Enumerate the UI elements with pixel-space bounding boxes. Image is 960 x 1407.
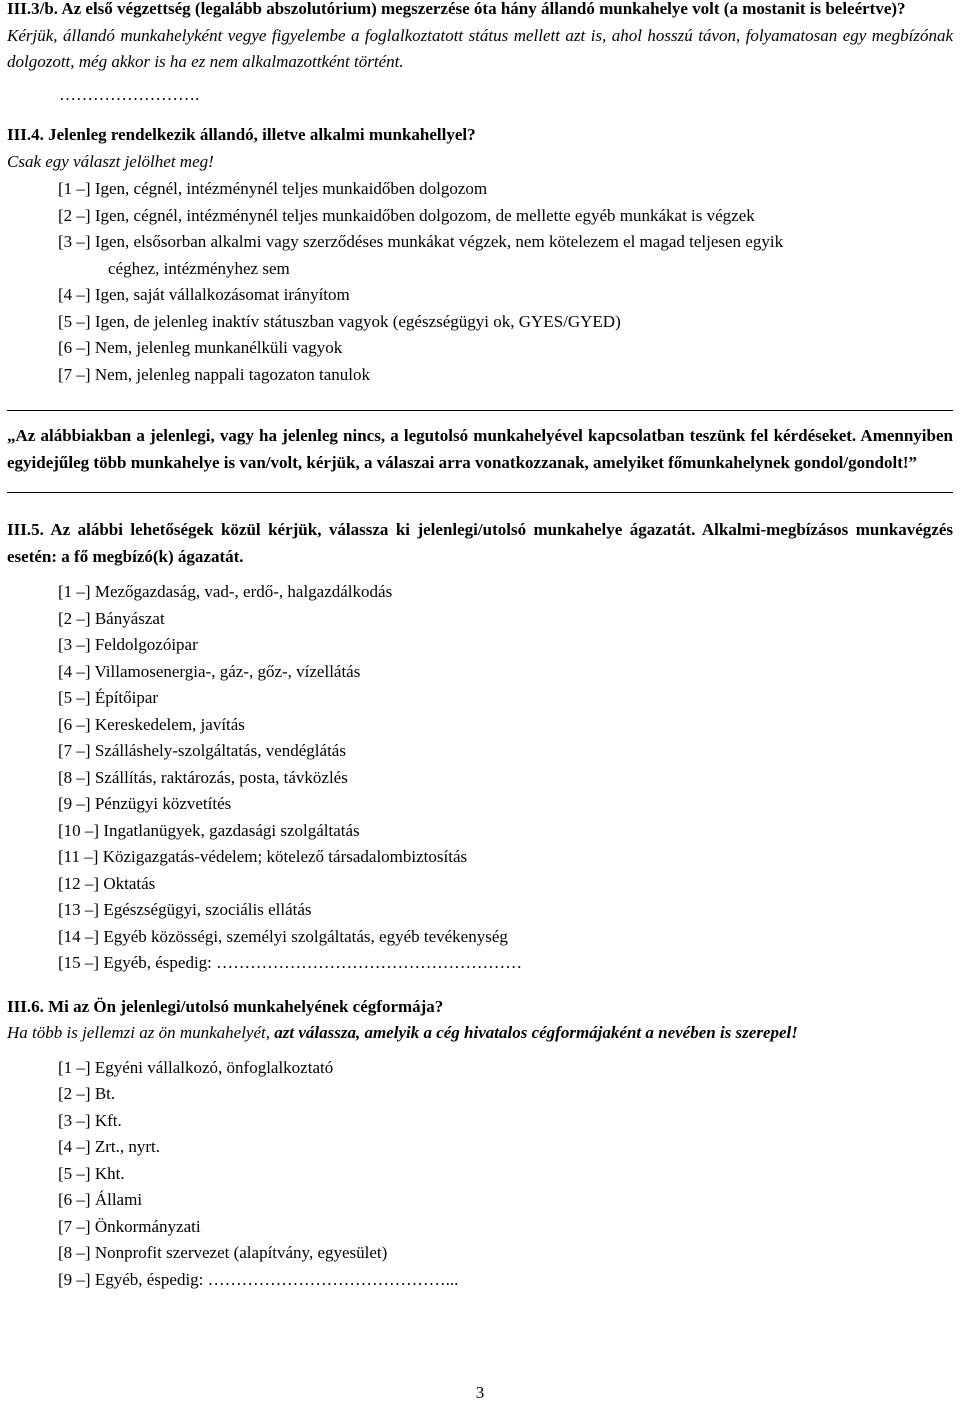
option-q5-10[interactable]: [10 –] Ingatlanügyek, gazdasági szolgáltatás: [58, 820, 360, 840]
option-q4-1[interactable]: [1 –] Igen, cégnél, intézménynél teljes munkaidőben dolgozom: [58, 179, 488, 198]
question-4-instruction: Csak egy választ jelölhet meg!: [7, 151, 214, 171]
option-q5-12[interactable]: [12 –] Oktatás: [58, 873, 156, 893]
question-6-options: [58, 1055, 953, 1294]
option-q6-1[interactable]: [1 –] Egyéni vállalkozó, önfoglalkoztató: [58, 1057, 334, 1077]
option-q4-2[interactable]: [2 –] Igen, cégnél, intézménynél teljes munkaidőben dolgozom, de mellette egyéb munkákat is végzek: [58, 205, 755, 225]
option-q5-15[interactable]: [15 –] Egyéb, éspedig: ………………………………………………: [58, 953, 523, 972]
option-q4-7[interactable]: [7 –] Nem, jelenleg nappali tagozaton tanulok: [58, 364, 371, 384]
option-q4-6[interactable]: [6 –] Nem, jelenleg munkanélküli vagyok: [58, 338, 343, 357]
question-5-options: [58, 579, 953, 977]
question-3b-answer-blank[interactable]: …………………….: [59, 84, 200, 104]
question-6-instruction-bold: azt válassza, amelyik a cég hivatalos cégformájaként a nevében is szerepel!: [274, 1023, 798, 1042]
option-q4-3-continuation[interactable]: céghez, intézményhez sem: [108, 258, 290, 278]
question-6-instruction: [7, 1020, 953, 1047]
option-q6-4[interactable]: [4 –] Zrt., nyrt.: [58, 1137, 160, 1156]
option-q5-14[interactable]: [14 –] Egyéb közösségi, személyi szolgáltatás, egyéb tevékenység: [58, 926, 508, 946]
option-q6-6[interactable]: [6 –] Állami: [58, 1190, 143, 1209]
section-notice: „Az alábbiakban a jelenlegi, vagy ha jelenleg nincs, a legutolsó munkahelyével kapcsolatban teszünk fel kérdéseket. Amennyiben egyidejűleg több munkahelye is van/volt, kérjük, a válaszai arra vonatkozzanak, amelyiket főmunkahelynek gondol/gondolt!”: [7, 426, 953, 472]
option-q5-8[interactable]: [8 –] Szállítás, raktározás, posta, távközlés: [58, 767, 348, 787]
option-q6-5[interactable]: [5 –] Kht.: [58, 1163, 125, 1183]
option-q6-2[interactable]: [2 –] Bt.: [58, 1084, 116, 1103]
option-q5-1[interactable]: [1 –] Mezőgazdaság, vad-, erdő-, halgazdálkodás: [58, 582, 393, 601]
option-q6-9[interactable]: [9 –] Egyéb, éspedig: ……………………………………...: [58, 1269, 459, 1289]
questionnaire-page: [7, 0, 953, 1293]
option-q5-4[interactable]: [4 –] Villamosenergia-, gáz-, gőz-, vízellátás: [58, 661, 361, 681]
option-q4-5[interactable]: [5 –] Igen, de jelenleg inaktív státuszban vagyok (egészségügyi ok, GYES/GYED): [58, 311, 621, 331]
option-q5-9[interactable]: [9 –] Pénzügyi közvetítés: [58, 794, 232, 813]
question-4-title: III.4. Jelenleg rendelkezik állandó, illetve alkalmi munkahellyel?: [7, 125, 476, 144]
option-q5-13[interactable]: [13 –] Egészségügyi, szociális ellátás: [58, 900, 312, 919]
option-q5-11[interactable]: [11 –] Közigazgatás-védelem; kötelező társadalombiztosítás: [58, 847, 468, 866]
question-6-instruction-plain: Ha több is jellemzi az ön munkahelyét,: [7, 1023, 270, 1042]
option-q5-6[interactable]: [6 –] Kereskedelem, javítás: [58, 714, 245, 734]
option-q4-3[interactable]: [3 –] Igen, elsősorban alkalmi vagy szerződéses munkákat végzek, nem kötelezem el magad teljesen egyik: [58, 232, 784, 251]
question-3b-title: III.3/b. Az első végzettség (legalább abszolutórium) megszerzése óta hány állandó munkahelye volt (a mostanit is beleértve)?: [7, 0, 906, 18]
question-6-title: III.6. Mi az Ön jelenlegi/utolsó munkahelyének cégformája?: [7, 996, 444, 1016]
option-q5-3[interactable]: [3 –] Feldolgozóipar: [58, 635, 198, 654]
divider-top: [7, 410, 953, 411]
question-5-title: III.5. Az alábbi lehetőségek közül kérjük, válassza ki jelenlegi/utolsó munkahelye ágazatát. Alkalmi-megbízásos munkavégzés esetén: a fő megbízó(k) ágazatát.: [7, 520, 953, 566]
option-q6-3[interactable]: [3 –] Kft.: [58, 1110, 122, 1130]
option-q6-7[interactable]: [7 –] Önkormányzati: [58, 1216, 201, 1236]
option-q6-8[interactable]: [8 –] Nonprofit szervezet (alapítvány, egyesület): [58, 1243, 388, 1262]
option-q5-7[interactable]: [7 –] Szálláshely-szolgáltatás, vendéglátás: [58, 741, 346, 760]
option-q4-4[interactable]: [4 –] Igen, saját vállalkozásomat irányítom: [58, 285, 350, 304]
question-4-options: [58, 176, 953, 388]
divider-bottom: [7, 492, 953, 493]
page-number: 3: [475, 1383, 485, 1402]
option-q5-2[interactable]: [2 –] Bányászat: [58, 608, 165, 628]
question-3b-note: Kérjük, állandó munkahelyként vegye figyelembe a foglalkoztatott státus mellett azt is, ahol hosszú távon, folyamatosan egy megbízónak dolgozott, még akkor is ha ez nem alkalmazottként történt.: [7, 25, 953, 71]
option-q5-5[interactable]: [5 –] Építőipar: [58, 688, 159, 707]
